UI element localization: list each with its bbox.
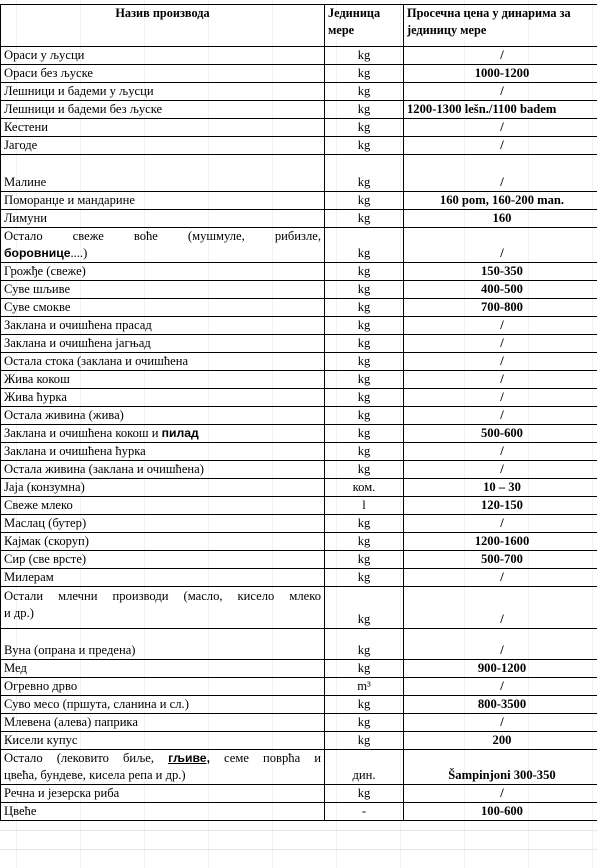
table-row	[1, 228, 597, 263]
unit-cell: kg	[325, 533, 404, 551]
table-row	[1, 696, 597, 714]
product-name: Суво месо (пршута, сланина и сл.)	[1, 696, 325, 714]
table-row	[1, 425, 597, 443]
table-row	[1, 587, 597, 629]
product-name: Остала живина (заклана и очишћена)	[1, 461, 325, 479]
product-name: Поморанџе и мандарине	[1, 192, 325, 210]
price-cell: /	[404, 371, 597, 389]
table-row	[1, 515, 597, 533]
unit-cell: kg	[325, 210, 404, 228]
price-cell: 1200-1600	[404, 533, 597, 551]
unit-cell: kg	[325, 551, 404, 569]
price-cell: /	[404, 137, 597, 155]
table-row	[1, 785, 597, 803]
price-cell: /	[404, 83, 597, 101]
price-cell: 500-600	[404, 425, 597, 443]
product-name: Милерам	[1, 569, 325, 587]
price-cell: /	[404, 785, 597, 803]
header-row	[1, 5, 597, 47]
product-name: Кајмак (скоруп)	[1, 533, 325, 551]
unit-cell: kg	[325, 660, 404, 678]
product-name: Вуна (опрана и предена)	[1, 629, 325, 660]
unit-cell: kg	[325, 65, 404, 83]
unit-cell: kg	[325, 696, 404, 714]
table-row	[1, 101, 597, 119]
price-cell: 120-150	[404, 497, 597, 515]
table-row	[1, 389, 597, 407]
table-row	[1, 497, 597, 515]
price-cell: /	[404, 407, 597, 425]
product-name: Заклана и очишћена ћурка	[1, 443, 325, 461]
table-row	[1, 281, 597, 299]
table-row	[1, 210, 597, 228]
product-name	[1, 750, 325, 785]
price-cell: 150-350	[404, 263, 597, 281]
unit-cell: kg	[325, 155, 404, 192]
price-cell: /	[404, 228, 597, 263]
price-cell: 1200-1300 lešn./1100 badem	[404, 101, 597, 119]
table-row	[1, 732, 597, 750]
product-name: Кисели купус	[1, 732, 325, 750]
unit-cell: kg	[325, 732, 404, 750]
price-cell: /	[404, 353, 597, 371]
product-name	[1, 587, 325, 629]
product-name-line2: и др.)	[4, 606, 34, 620]
unit-cell: kg	[325, 335, 404, 353]
product-name: Јаја (конзумна)	[1, 479, 325, 497]
price-cell: /	[404, 443, 597, 461]
price-cell: 1000-1200	[404, 65, 597, 83]
price-cell: /	[404, 569, 597, 587]
unit-cell: kg	[325, 353, 404, 371]
table-row	[1, 803, 597, 821]
table-row	[1, 47, 597, 65]
product-name-line2: боровнице....)	[4, 246, 88, 260]
price-cell: /	[404, 714, 597, 732]
empty-sheet-rows	[0, 830, 597, 868]
price-cell: 400-500	[404, 281, 597, 299]
table-row	[1, 317, 597, 335]
price-cell: 200	[404, 732, 597, 750]
product-name: Маслац (бутер)	[1, 515, 325, 533]
price-cell: 160 pom, 160-200 man.	[404, 192, 597, 210]
unit-cell: kg	[325, 47, 404, 65]
unit-cell: kg	[325, 299, 404, 317]
table-row	[1, 119, 597, 137]
price-cell: /	[404, 678, 597, 696]
product-name: Свеже млеко	[1, 497, 325, 515]
product-name: Мед	[1, 660, 325, 678]
product-name: Заклана и очишћена јагњад	[1, 335, 325, 353]
unit-cell: kg	[325, 228, 404, 263]
product-name-line2: цвећа, бундеве, кисела репа и др.)	[4, 768, 186, 782]
price-cell: Šampinjoni 300-350	[404, 750, 597, 785]
price-cell: /	[404, 389, 597, 407]
unit-cell: kg	[325, 137, 404, 155]
product-name: Цвеће	[1, 803, 325, 821]
unit-cell: kg	[325, 389, 404, 407]
table-row	[1, 443, 597, 461]
table-row	[1, 137, 597, 155]
product-name: Огревно дрво	[1, 678, 325, 696]
unit-cell: kg	[325, 192, 404, 210]
product-name: Лешници и бадеми без љуске	[1, 101, 325, 119]
product-name-line1: Остало свеже воће (мушмуле, рибизле,	[4, 229, 321, 243]
table-row	[1, 335, 597, 353]
product-name: Жива ћурка	[1, 389, 325, 407]
product-name: Остала живина (жива)	[1, 407, 325, 425]
product-name: Сир (све врсте)	[1, 551, 325, 569]
table-row	[1, 353, 597, 371]
unit-cell: kg	[325, 461, 404, 479]
product-name: Остала стока (заклана и очишћена	[1, 353, 325, 371]
unit-cell: дин.	[325, 750, 404, 785]
table-row	[1, 660, 597, 678]
unit-cell: kg	[325, 629, 404, 660]
table-row	[1, 155, 597, 192]
product-name: Јагоде	[1, 137, 325, 155]
unit-cell: kg	[325, 101, 404, 119]
unit-cell: -	[325, 803, 404, 821]
unit-cell: l	[325, 497, 404, 515]
table-row	[1, 371, 597, 389]
product-name: Ораси без љуске	[1, 65, 325, 83]
price-cell: 700-800	[404, 299, 597, 317]
price-cell: /	[404, 47, 597, 65]
product-name-line1: Остали млечни производи (масло, кисело млеко	[4, 589, 321, 603]
price-cell: /	[404, 629, 597, 660]
unit-cell: kg	[325, 443, 404, 461]
unit-cell: kg	[325, 407, 404, 425]
product-name-line1: Остало (лековито биље, гљиве, семе поврћа и	[4, 751, 321, 765]
price-cell: 500-700	[404, 551, 597, 569]
product-name: Суве смокве	[1, 299, 325, 317]
table-row	[1, 714, 597, 732]
product-name: Лимуни	[1, 210, 325, 228]
price-cell: /	[404, 461, 597, 479]
header-unit: Јединица мере	[325, 5, 404, 47]
product-name	[1, 228, 325, 263]
unit-cell: kg	[325, 281, 404, 299]
unit-cell: kg	[325, 425, 404, 443]
price-cell: /	[404, 587, 597, 629]
product-name: Жива кокош	[1, 371, 325, 389]
price-cell: 800-3500	[404, 696, 597, 714]
table-row	[1, 263, 597, 281]
product-name: Млевена (алева) паприка	[1, 714, 325, 732]
price-cell: /	[404, 119, 597, 137]
unit-cell: kg	[325, 587, 404, 629]
header-avg-price: Просечна цена у динарима за јединицу мере	[404, 5, 597, 47]
product-name: Речна и језерска риба	[1, 785, 325, 803]
price-cell: 10 – 30	[404, 479, 597, 497]
product-name: Кестени	[1, 119, 325, 137]
unit-cell: kg	[325, 371, 404, 389]
price-table	[0, 4, 597, 821]
product-name: Лешници и бадеми у љусци	[1, 83, 325, 101]
table-row	[1, 65, 597, 83]
table-row	[1, 299, 597, 317]
table-row	[1, 750, 597, 785]
table-row	[1, 479, 597, 497]
unit-cell: kg	[325, 317, 404, 335]
product-name: Заклана и очишћена кокош и пилад	[1, 425, 325, 443]
table-row	[1, 192, 597, 210]
unit-cell: kg	[325, 569, 404, 587]
price-cell: /	[404, 317, 597, 335]
unit-cell: kg	[325, 515, 404, 533]
table-row	[1, 407, 597, 425]
product-name: Грожђе (свеже)	[1, 263, 325, 281]
price-cell: /	[404, 155, 597, 192]
product-name: Суве шљиве	[1, 281, 325, 299]
price-cell: 160	[404, 210, 597, 228]
table-row	[1, 569, 597, 587]
product-name: Малине	[1, 155, 325, 192]
table-row	[1, 629, 597, 660]
price-cell: /	[404, 335, 597, 353]
price-cell: /	[404, 515, 597, 533]
product-name: Ораси у љусци	[1, 47, 325, 65]
header-product-name: Назив производа	[1, 5, 325, 47]
table-row	[1, 83, 597, 101]
unit-cell: kg	[325, 263, 404, 281]
unit-cell: kg	[325, 785, 404, 803]
unit-cell: m³	[325, 678, 404, 696]
unit-cell: kg	[325, 83, 404, 101]
table-row	[1, 461, 597, 479]
price-cell: 900-1200	[404, 660, 597, 678]
unit-cell: ком.	[325, 479, 404, 497]
table-row	[1, 533, 597, 551]
table-row	[1, 678, 597, 696]
price-cell: 100-600	[404, 803, 597, 821]
unit-cell: kg	[325, 119, 404, 137]
table-row	[1, 551, 597, 569]
unit-cell: kg	[325, 714, 404, 732]
product-name: Заклана и очишћена прасад	[1, 317, 325, 335]
